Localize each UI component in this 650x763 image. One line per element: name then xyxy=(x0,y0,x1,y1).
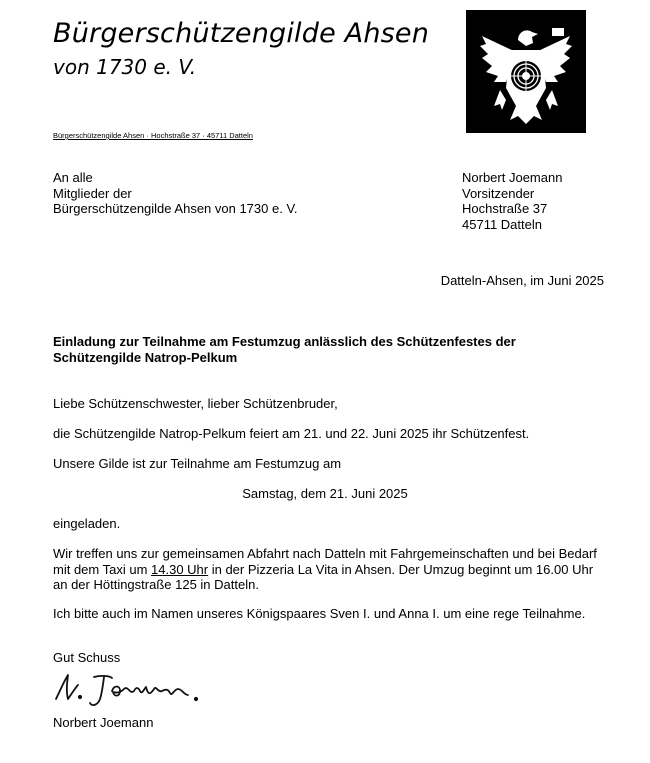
sender-street: Hochstraße 37 xyxy=(462,201,548,216)
salutation: Liebe Schützenschwester, lieber Schützenbruder, xyxy=(53,396,338,411)
closing: Gut Schuss xyxy=(53,650,121,665)
body-paragraph: Ich bitte auch im Namen unseres Königspaares Sven I. und Anna I. um eine rege Teilnahme. xyxy=(53,606,586,621)
sender-city: 45711 Datteln xyxy=(462,216,542,232)
club-subtitle: von 1730 e. V. xyxy=(53,55,197,79)
meeting-text-before: Wir treffen uns zur gemeinsamen Abfahrt nach Datteln mit Fahrgemeinschaften und bei Bedarf mit dem Taxi um xyxy=(53,546,597,577)
body-paragraph: Unsere Gilde ist zur Teilnahme am Festumzug am xyxy=(53,456,342,471)
body-paragraph: eingeladen. xyxy=(53,516,121,531)
eagle-target-emblem-icon xyxy=(466,10,586,133)
recipient-address xyxy=(53,170,298,217)
sender-return-address: Bürgerschützengilde Ahsen · Hochstraße 37 · 45711 Datteln xyxy=(53,131,253,140)
club-name: Bürgerschützengilde Ahsen xyxy=(53,18,430,49)
body-paragraph: die Schützengilde Natrop-Pelkum feiert am 21. und 22. Juni 2025 ihr Schützenfest. xyxy=(53,426,530,441)
signer-name: Norbert Joemann xyxy=(53,715,154,730)
meeting-text-after: in der Pizzeria La Vita in Ahsen. Der Umzug beginnt um 16.00 Uhr an der Höttingstraße 125 in Datteln. xyxy=(53,561,594,592)
sender-address xyxy=(462,170,562,232)
meeting-paragraph xyxy=(53,546,598,593)
letter-date: Datteln-Ahsen, im Juni 2025 xyxy=(440,273,604,288)
handwritten-signature-icon xyxy=(50,665,230,715)
sender-title: Vorsitzender xyxy=(462,185,535,201)
recipient-line: Bürgerschützengilde Ahsen von 1730 e. V. xyxy=(53,201,298,216)
recipient-line: Mitglieder der xyxy=(53,185,132,201)
event-date: Samstag, dem 21. Juni 2025 xyxy=(242,486,408,501)
recipient-line: An alle xyxy=(53,170,93,185)
meeting-time: 14.30 Uhr xyxy=(151,561,209,577)
letter-subject: Einladung zur Teilnahme am Festumzug anlässlich des Schützenfestes der Schützengilde Natrop-Pelkum xyxy=(53,334,516,365)
sender-name: Norbert Joemann xyxy=(462,170,563,185)
